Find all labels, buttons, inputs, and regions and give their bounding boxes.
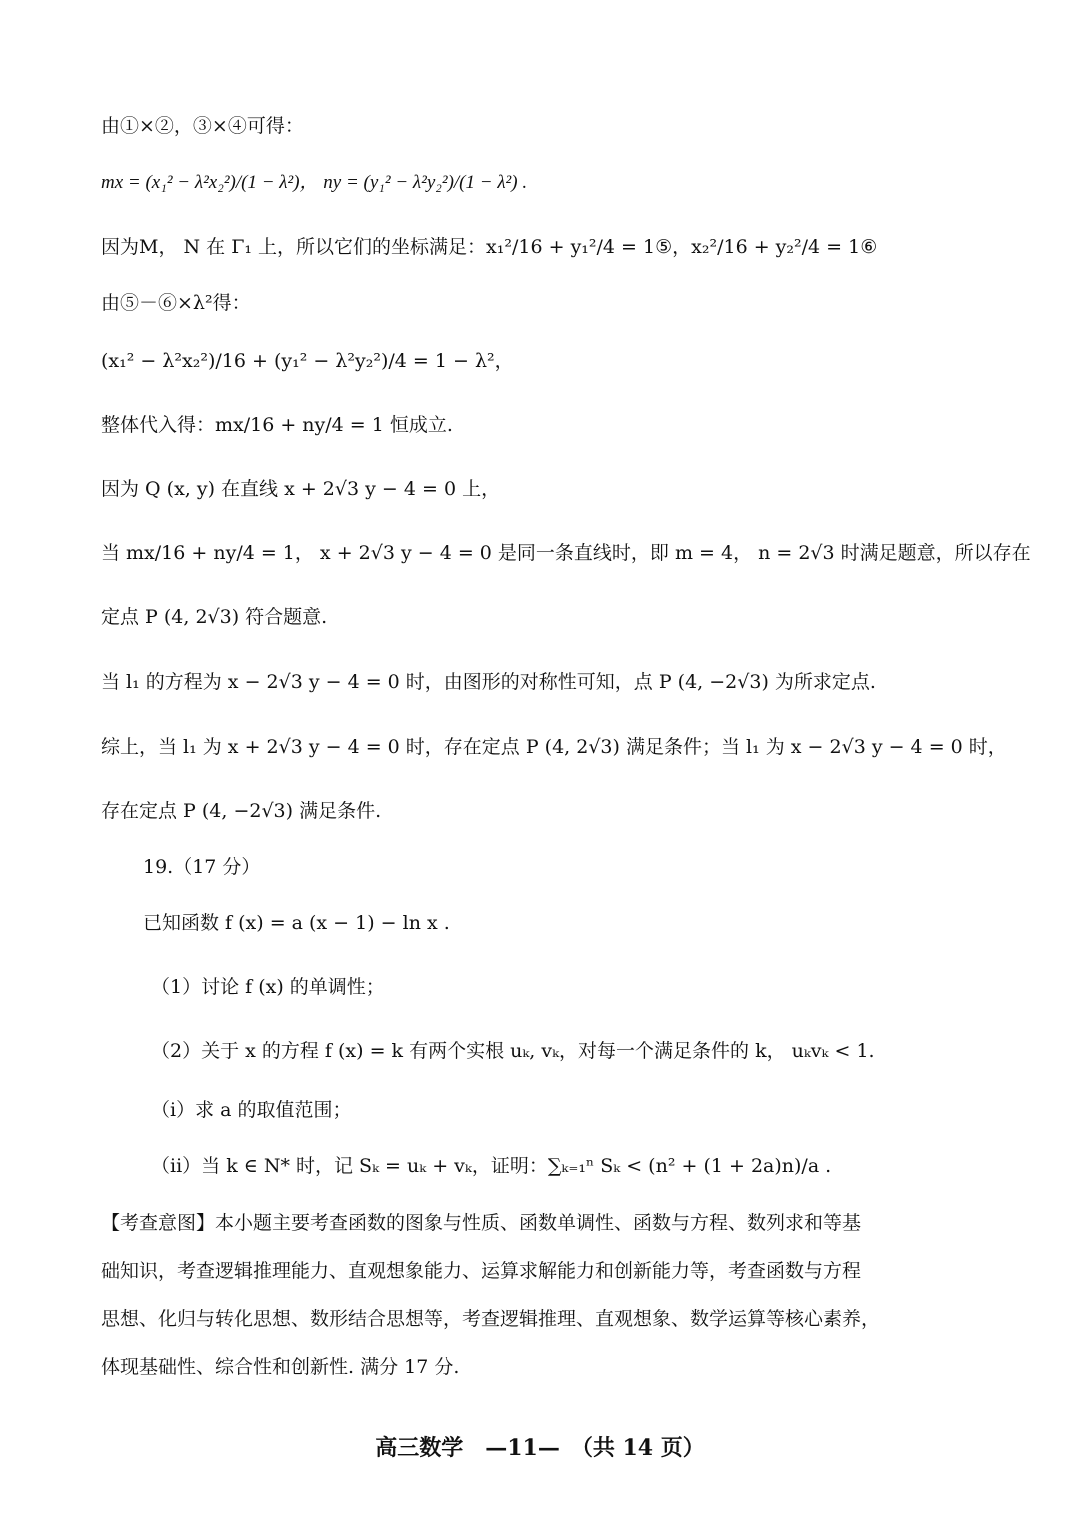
text-line-1: 由①×②，③×④可得： xyxy=(101,115,304,137)
text-line-3: 因为M， N 在 Γ₁ 上，所以它们的坐标满足：x₁²/16 + y₁²/4 = 1⑤，x₂²/16 + y₂²/4 = 1⑥ xyxy=(101,236,878,258)
text-line-7: 因为 Q (x, y) 在直线 x + 2√3 y − 4 = 0 上， xyxy=(101,478,501,500)
sub-question-1: （1）讨论 f (x) 的单调性； xyxy=(151,976,385,998)
text-line-12: 存在定点 P (4, −2√3) 满足条件. xyxy=(101,800,382,822)
text-line-11: 综上，当 l₁ 为 x + 2√3 y − 4 = 0 时，存在定点 P (4, 2√3) 满足条件；当 l₁ 为 x − 2√3 y − 4 = 0 时， xyxy=(101,736,1007,758)
intent-line-3: 思想、化归与转化思想、数形结合思想等，考查逻辑推理、直观想象、数学运算等核心素养， xyxy=(101,1308,881,1330)
text-line-6: 整体代入得：mx/16 + ny/4 = 1 恒成立. xyxy=(101,414,453,436)
text-line-10: 当 l₁ 的方程为 x − 2√3 y − 4 = 0 时，由图形的对称性可知，点 P (4, −2√3) 为所求定点. xyxy=(101,671,876,693)
text-line-4: 由⑤－⑥×λ²得： xyxy=(101,292,251,314)
question-number: 19.（17 分） xyxy=(143,856,261,878)
intent-line-1: 【考查意图】本小题主要考查函数的图象与性质、函数单调性、函数与方程、数列求和等基 xyxy=(101,1212,862,1234)
text-line-8: 当 mx/16 + ny/4 = 1， x + 2√3 y − 4 = 0 是同一条直线时，即 m = 4， n = 2√3 时满足题意，所以存在 xyxy=(101,542,1031,564)
question-stem: 已知函数 f (x) = a (x − 1) − ln x . xyxy=(143,912,450,934)
text-line-9: 定点 P (4, 2√3) 符合题意. xyxy=(101,606,328,628)
sub-question-2ii: （ii）当 k ∈ N* 时，记 Sₖ = uₖ + vₖ，证明：∑ₖ₌₁ⁿ Sₖ < (n² + (1 + 2a)n)/a . xyxy=(151,1155,832,1177)
sub-question-2: （2）关于 x 的方程 f (x) = k 有两个实根 uₖ, vₖ，对每一个满足条件的 k， uₖvₖ < 1. xyxy=(151,1040,875,1062)
page-footer: 高三数学 —11— （共 14 页） xyxy=(375,1435,705,1461)
text-line-5: (x₁² − λ²x₂²)/16 + (y₁² − λ²y₂²)/4 = 1 − λ²， xyxy=(101,350,514,372)
intent-line-2: 础知识，考查逻辑推理能力、直观想象能力、运算求解能力和创新能力等，考查函数与方程 xyxy=(101,1260,862,1282)
sub-question-2i: （i）求 a 的取值范围； xyxy=(151,1099,352,1121)
text-line-2: mx = (x₁² − λ²x₂²)/(1 − λ²)， ny = (y₁² − λ²y₂²)/(1 − λ²) . xyxy=(101,172,528,193)
intent-line-4: 体现基础性、综合性和创新性. 满分 17 分. xyxy=(101,1356,460,1378)
